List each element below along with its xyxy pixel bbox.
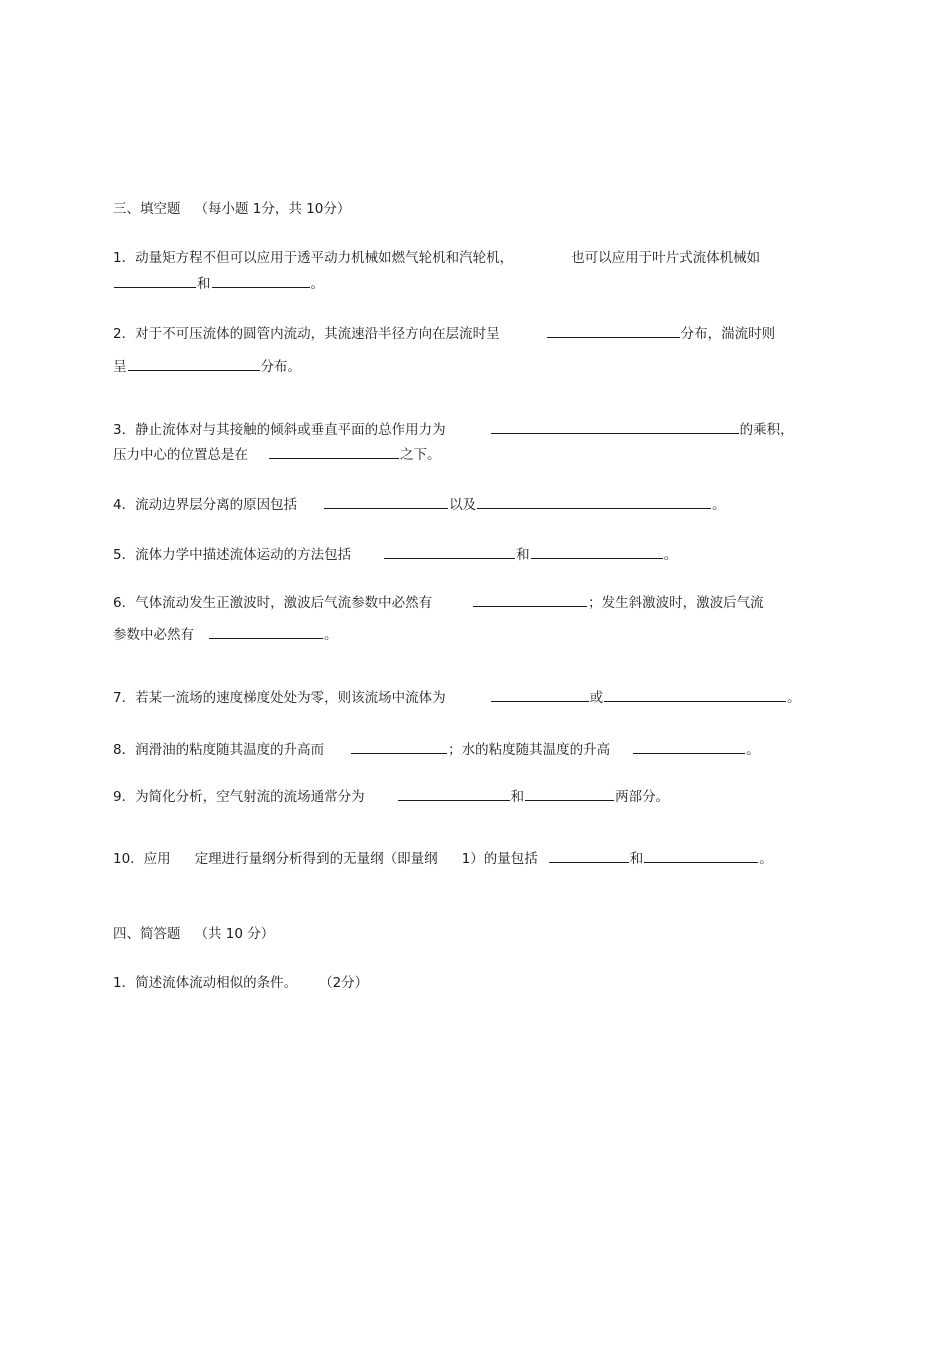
- answer-blank[interactable]: [398, 786, 510, 801]
- question-3-line-1: [113, 419, 794, 439]
- section-4-heading: [113, 925, 274, 943]
- question-3-line-2: [113, 444, 441, 464]
- question-7: [113, 687, 801, 707]
- answer-blank[interactable]: [384, 544, 515, 559]
- section-3-note: （每小题 1分，共 10分）: [194, 201, 351, 217]
- question-text: 的乘积，: [739, 422, 794, 438]
- answer-blank[interactable]: [531, 544, 663, 559]
- punctuation: 。: [746, 742, 760, 758]
- answer-blank[interactable]: [212, 273, 310, 288]
- conjunction: 和: [629, 851, 644, 867]
- question-number: 3．: [113, 422, 136, 438]
- short-answer-1: [113, 974, 368, 992]
- question-text: 分布。: [260, 359, 301, 375]
- question-text: 定理进行量纲分析得到的无量纲（即量纲: [194, 851, 438, 867]
- question-text: 以及: [449, 497, 477, 513]
- question-5: [113, 544, 677, 564]
- question-text: ；发生斜激波时，激波后气流: [588, 595, 764, 611]
- question-points: （2分）: [319, 975, 369, 991]
- question-text: 对于不可压流体的圆管内流动，其流速沿半径方向在层流时呈: [135, 326, 500, 342]
- answer-blank[interactable]: [633, 739, 745, 754]
- question-2-line-2: [113, 356, 301, 376]
- question-number: 6．: [113, 595, 136, 611]
- punctuation: 。: [310, 276, 324, 292]
- question-number: 2．: [113, 326, 136, 342]
- question-9: [113, 786, 669, 806]
- question-text: 应用: [143, 851, 171, 867]
- question-text: 为简化分析，空气射流的流场通常分为: [135, 789, 365, 805]
- answer-blank[interactable]: [324, 494, 448, 509]
- question-text: 若某一流场的速度梯度处处为零，则该流场中流体为: [135, 690, 446, 706]
- question-1-line-1: [113, 249, 760, 267]
- question-8: [113, 739, 760, 759]
- answer-blank[interactable]: [209, 624, 323, 639]
- question-text: 1）的量包括: [461, 851, 538, 867]
- question-text: 气体流动发生正激波时，激波后气流参数中必然有: [135, 595, 433, 611]
- question-text: 简述流体流动相似的条件。: [135, 975, 298, 991]
- question-text: 流体力学中描述流体运动的方法包括: [135, 547, 352, 563]
- answer-blank[interactable]: [351, 739, 447, 754]
- answer-blank[interactable]: [491, 419, 739, 434]
- question-text: 两部分。: [615, 789, 670, 805]
- conjunction: 和: [197, 276, 211, 292]
- question-text: 压力中心的位置总是在: [113, 447, 248, 463]
- section-4-title: 四、简答题: [113, 926, 181, 942]
- question-number: 8．: [113, 742, 136, 758]
- section-4-note: （共 10 分）: [194, 926, 275, 942]
- conjunction: 和: [516, 547, 530, 563]
- question-1-line-2: [113, 273, 324, 293]
- question-2-line-1: [113, 323, 775, 343]
- question-number: 4．: [113, 497, 136, 513]
- punctuation: 。: [663, 547, 678, 563]
- question-10: [113, 848, 773, 868]
- section-3-heading: [113, 200, 350, 218]
- answer-blank[interactable]: [269, 444, 399, 459]
- question-number: 7．: [113, 690, 136, 706]
- answer-blank[interactable]: [114, 273, 196, 288]
- answer-blank[interactable]: [547, 323, 680, 338]
- question-6-line-1: [113, 592, 764, 612]
- answer-blank[interactable]: [644, 848, 758, 863]
- punctuation: 。: [787, 690, 801, 706]
- question-text: 呈: [113, 359, 127, 375]
- question-number: 10．: [113, 851, 144, 867]
- answer-blank[interactable]: [128, 356, 260, 371]
- section-3-title: 三、填空题: [113, 201, 181, 217]
- conjunction: 或: [589, 690, 604, 706]
- answer-blank[interactable]: [473, 592, 587, 607]
- question-number: 5．: [113, 547, 136, 563]
- punctuation: 。: [759, 851, 773, 867]
- question-number: 1．: [113, 975, 136, 991]
- answer-blank[interactable]: [491, 687, 589, 702]
- question-text: 分布，湍流时则: [680, 326, 776, 342]
- question-text: 静止流体对与其接触的倾斜或垂直平面的总作用力为: [135, 422, 446, 438]
- question-6-line-2: [113, 624, 338, 644]
- conjunction: 和: [510, 789, 525, 805]
- question-text: ；水的粘度随其温度的升高: [448, 742, 611, 758]
- question-text: 之下。: [400, 447, 441, 463]
- question-4: [113, 494, 726, 514]
- answer-blank[interactable]: [525, 786, 614, 801]
- question-number: 9．: [113, 789, 136, 805]
- question-text: 参数中必然有: [113, 627, 194, 643]
- punctuation: 。: [324, 627, 338, 643]
- question-text: 动量矩方程不但可以应用于透平动力机械如燃气轮机和汽轮机，: [135, 250, 514, 266]
- punctuation: 。: [712, 497, 726, 513]
- question-number: 1．: [113, 250, 136, 266]
- question-text: 流动边界层分离的原因包括: [135, 497, 298, 513]
- answer-blank[interactable]: [477, 494, 711, 509]
- answer-blank[interactable]: [549, 848, 629, 863]
- question-text: 也可以应用于叶片式流体机械如: [571, 250, 761, 266]
- answer-blank[interactable]: [604, 687, 786, 702]
- question-text: 润滑油的粘度随其温度的升高而: [135, 742, 325, 758]
